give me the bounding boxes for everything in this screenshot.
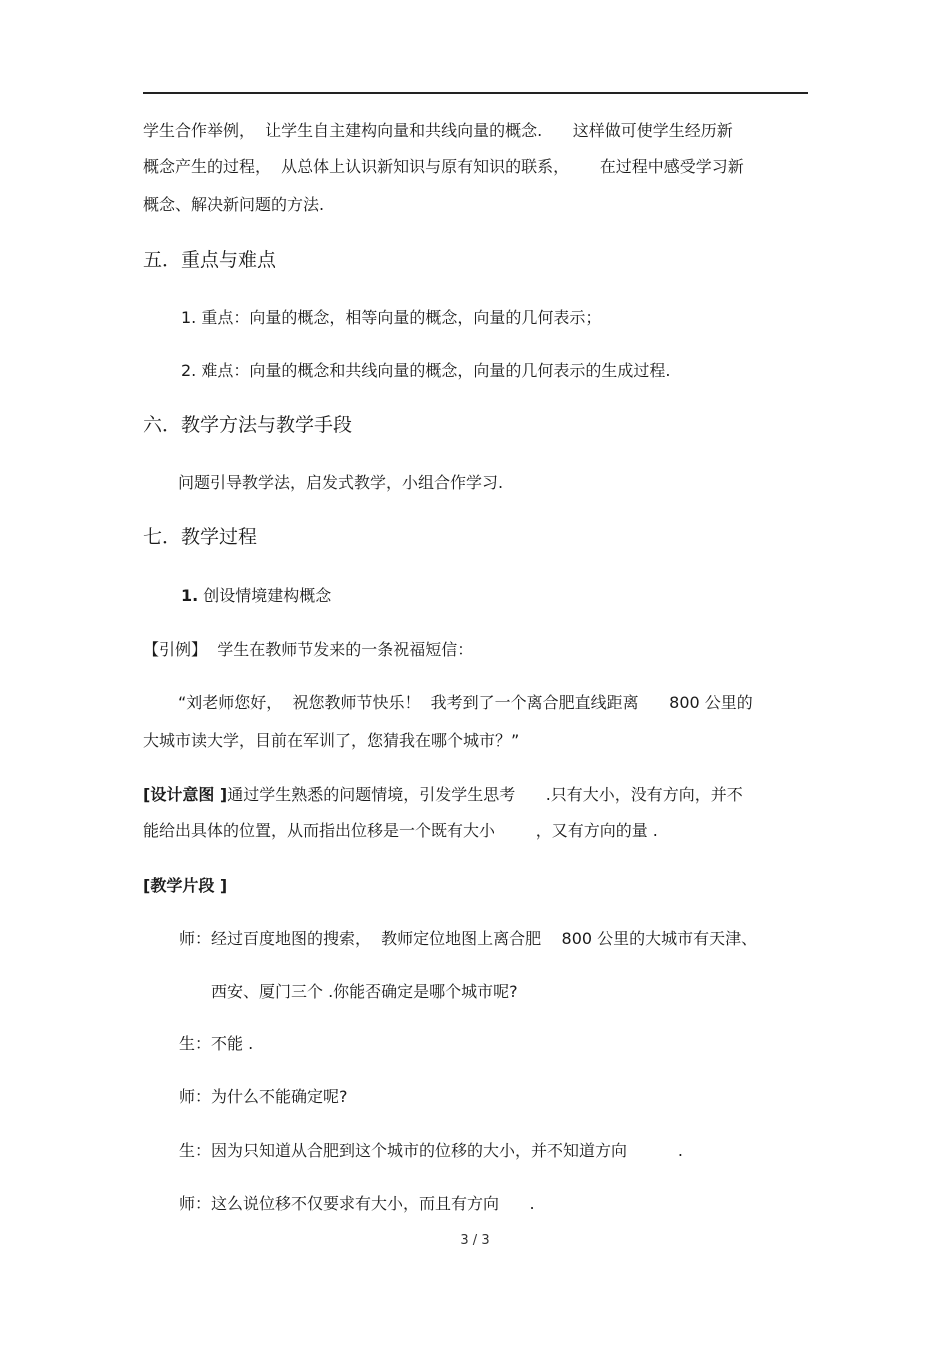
header-rule [143, 92, 808, 94]
intro-line-3: 概念、解决新问题的方法. [143, 195, 325, 214]
teaching-fragment-label: [教学片段 ] [143, 876, 228, 895]
dialogue-student-2: 生：因为只知道从合肥到这个城市的位移的大小，并不知道方向 . [179, 1141, 683, 1160]
dialogue-teacher-3: 师：这么说位移不仅要求有大小，而且有方向 . [179, 1194, 535, 1213]
quote-line-2: 大城市读大学，目前在军训了，您猜我在哪个城市？” [143, 731, 520, 750]
section-6-body: 问题引导教学法，启发式教学，小组合作学习. [178, 473, 504, 492]
section-5-title: 五．重点与难点 [143, 249, 277, 271]
intro-line-1: 学生合作举例， 让学生自主建构向量和共线向量的概念. 这样做可使学生经历新 [143, 121, 733, 140]
section-5-item-2: 2. 难点：向量的概念和共线向量的概念，向量的几何表示的生成过程. [181, 361, 671, 380]
design-intent-label: [设计意图 ] [143, 785, 228, 804]
subsection-1-number: 1. [181, 586, 199, 605]
dialogue-teacher-1a: 师：经过百度地图的搜索， 教师定位地图上离合肥 800 公里的大城市有天津、 [179, 929, 758, 948]
design-intent-line-2: 能给出具体的位置，从而指出位移是一个既有大小 ，又有方向的量 . [143, 821, 658, 840]
example-line [143, 640, 473, 660]
section-6-title: 六．教学方法与教学手段 [143, 414, 353, 436]
subsection-1-heading [181, 586, 331, 606]
section-7-title: 七．教学过程 [143, 526, 258, 548]
example-text: 学生在教师节发来的一条祝福短信： [207, 640, 474, 659]
example-label: 【引例】 [143, 640, 208, 659]
design-intent-line-1 [143, 785, 743, 805]
design-intent-text: 通过学生熟悉的问题情境，引发学生思考 .只有大小，没有方向，并不 [227, 785, 743, 804]
section-5-item-1: 1. 重点：向量的概念，相等向量的概念，向量的几何表示； [181, 308, 602, 327]
intro-line-2: 概念产生的过程， 从总体上认识新知识与原有知识的联系， 在过程中感受学习新 [143, 157, 744, 176]
quote-line-1: “刘老师您好， 祝您教师节快乐！ 我考到了一个离合肥直线距离 800 公里的 [178, 693, 753, 712]
dialogue-teacher-2: 师：为什么不能确定呢? [179, 1087, 348, 1106]
page-number: 3 / 3 [460, 1233, 490, 1248]
dialogue-student-1: 生：不能 . [179, 1034, 254, 1053]
dialogue-teacher-1b: 西安、厦门三个 .你能否确定是哪个城市呢? [211, 982, 518, 1001]
subsection-1-text: 创设情境建构概念 [198, 586, 332, 605]
